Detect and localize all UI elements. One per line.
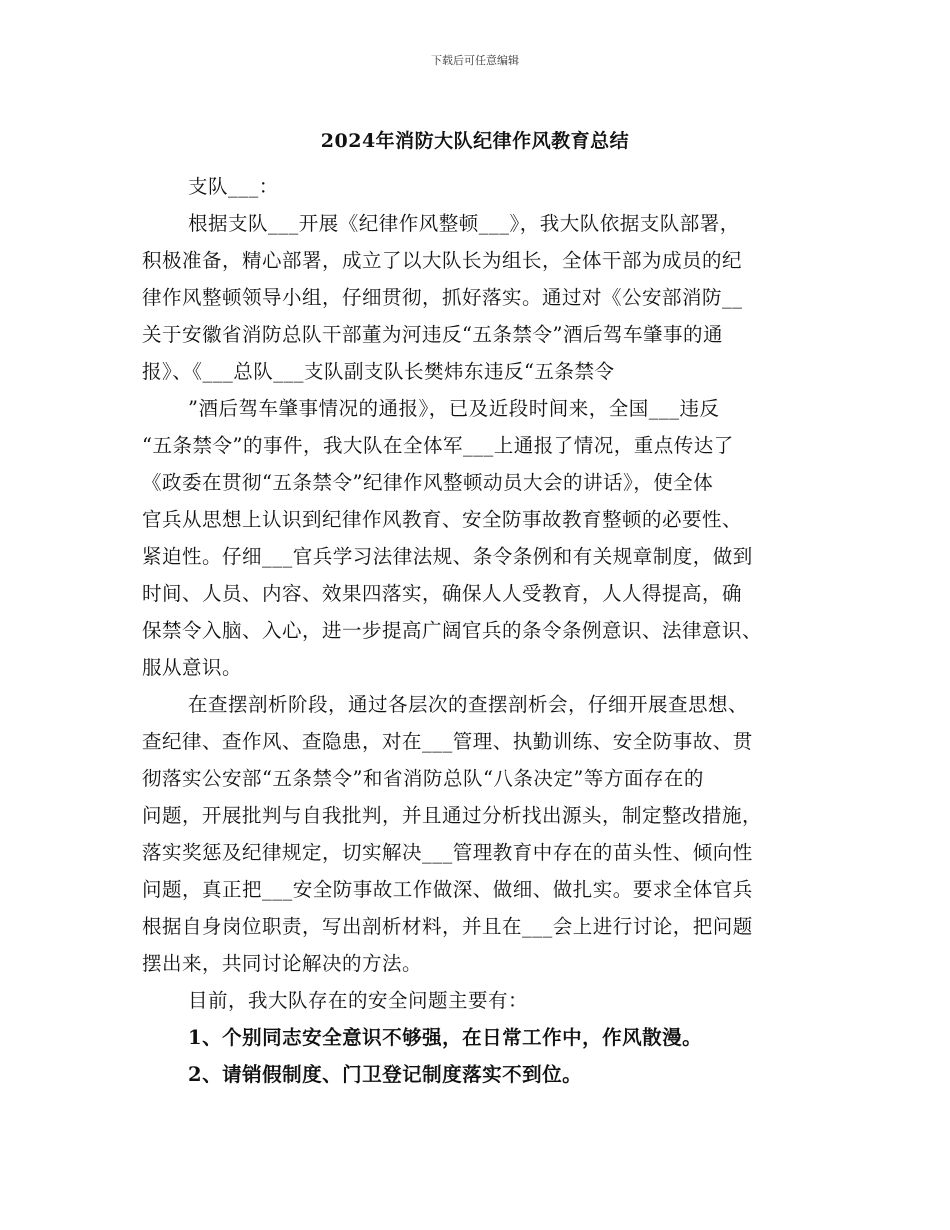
- paragraph-line: 目前，我大队存在的安全问题主要有：: [188, 989, 529, 1012]
- paragraph-line: 积极准备，精心部署，成立了以大队长为组长，全体干部为成员的纪: [142, 249, 743, 272]
- list-item: 2、请销假制度、门卫登记制度落实不到位。: [188, 1063, 583, 1086]
- paragraph-line: “五条禁令”的事件，我大队在全体军___上通报了情况，重点传达了: [142, 434, 734, 457]
- paragraph-line: 时间、人员、内容、效果四落实，确保人人受教育，人人得提高，确: [142, 582, 743, 605]
- paragraph-line: 问题，开展批判与自我批判，并且通过分析找出源头，制定整改措施，: [142, 804, 763, 827]
- paragraph-line: ”酒后驾车肇事情况的通报》，已及近段时间来，全国___违反: [188, 397, 720, 420]
- paragraph-line: 支队___：: [188, 175, 279, 198]
- paragraph-line: 根据自身岗位职责，写出剖析材料，并且在___会上进行讨论，把问题: [142, 915, 753, 938]
- document-title: 2024年消防大队纪律作风教育总结: [320, 130, 630, 152]
- paragraph-line: 关于安徽省消防总队干部董为河违反“五条禁令”酒后驾车肇事的通: [142, 323, 723, 346]
- paragraph-line: 紧迫性。仔细___官兵学习法律法规、条令条例和有关规章制度，做到: [142, 545, 753, 568]
- paragraph-line: 律作风整顿领导小组，仔细贯彻，抓好落实。通过对《公安部消防__: [142, 286, 743, 309]
- paragraph-line: 保禁令入脑、入心，进一步提高广阔官兵的条令条例意识、法律意识、: [142, 619, 763, 642]
- header-note: 下载后可任意编辑: [431, 54, 519, 67]
- paragraph-line: 根据支队___开展《纪律作风整顿___》，我大队依据支队部署，: [188, 212, 740, 235]
- paragraph-line: 问题，真正把___安全防事故工作做深、做细、做扎实。要求全体官兵: [142, 878, 753, 901]
- paragraph-line: 报》、《___总队___支队副支队长樊炜东违反“五条禁令: [142, 360, 615, 383]
- paragraph-line: 落实奖惩及纪律规定，切实解决___管理教育中存在的苗头性、倾向性: [142, 841, 753, 864]
- paragraph-line: 官兵从思想上认识到纪律作风教育、安全防事故教育整顿的必要性、: [142, 508, 743, 531]
- document-body: [142, 168, 822, 1093]
- paragraph-line: 查纪律、查作风、查隐患，对在___管理、执勤训练、安全防事故、贯: [142, 730, 753, 753]
- paragraph-line: 服从意识。: [142, 656, 243, 679]
- paragraph-line: 摆出来，共同讨论解决的方法。: [142, 952, 423, 975]
- paragraph-line: 彻落实公安部“五条禁令”和省消防总队“八条决定”等方面存在的: [142, 767, 704, 790]
- list-item: 1、个别同志安全意识不够强，在日常工作中，作风散漫。: [188, 1026, 703, 1049]
- paragraph-line: 在查摆剖析阶段，通过各层次的查摆剖析会，仔细开展查思想、: [188, 693, 749, 716]
- paragraph-line: 《政委在贯彻“五条禁令”纪律作风整顿动员大会的讲话》，使全体: [142, 471, 714, 494]
